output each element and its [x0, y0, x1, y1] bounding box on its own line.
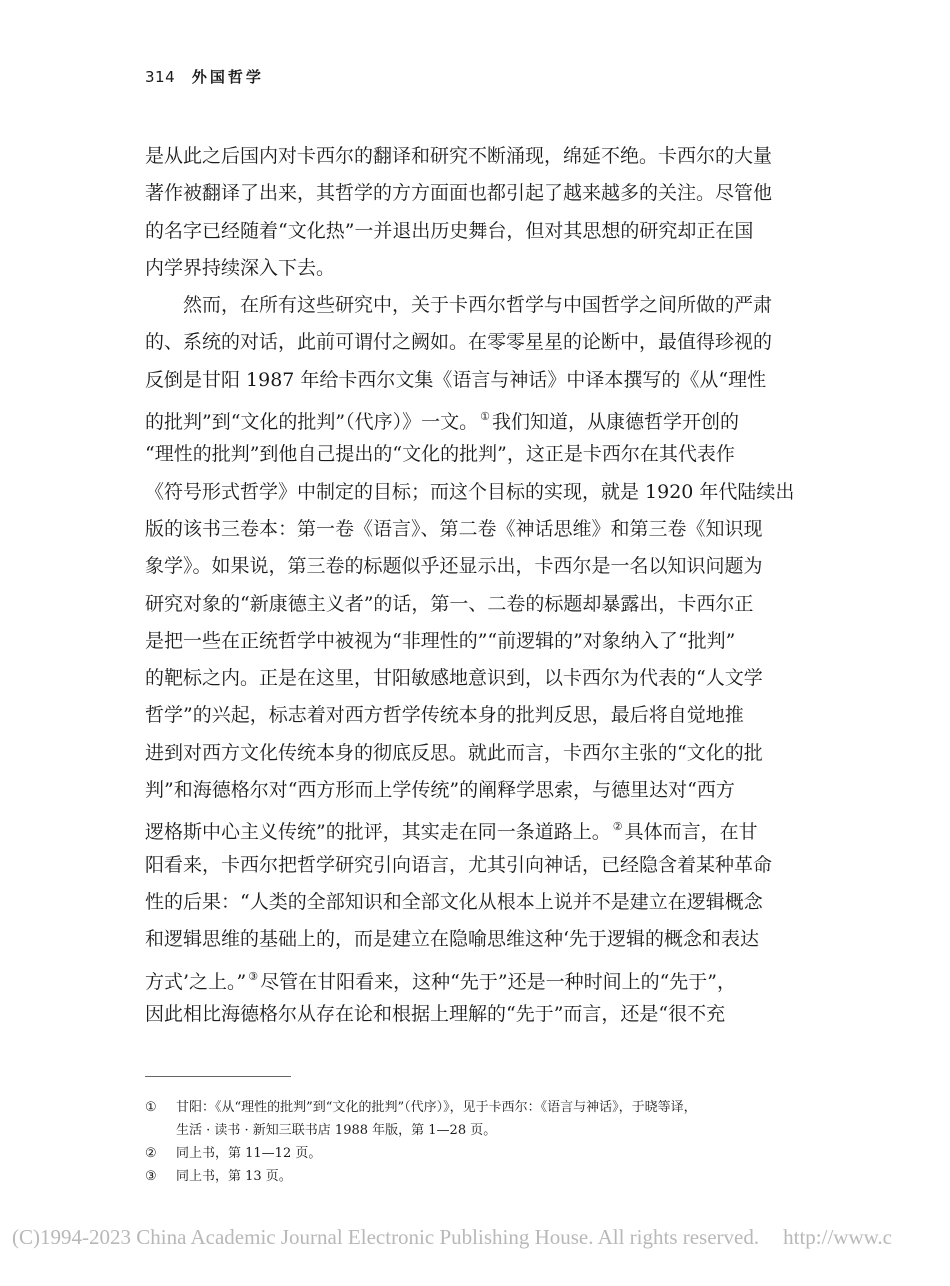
text-segment: 象学》。如果说，第三卷的标题似乎还显示出，卡西尔是一名以知识问题为 [145, 555, 763, 578]
text-line [145, 812, 810, 849]
text-line [145, 439, 810, 476]
text-line [145, 141, 810, 178]
text-segment: “理性的批判”到他自己提出的“文化的批判”，这正是卡西尔在其代表作 [145, 443, 735, 466]
footnote-ref[interactable]: ① [480, 410, 491, 424]
text-segment: 的靶标之内。正是在这里，甘阳敏感地意识到，以卡西尔为代表的“人文学 [145, 667, 763, 690]
copyright-text: (C)1994-2023 China Academic Journal Electronic Publishing House. All rights reserved. [12, 1225, 760, 1249]
text-segment: 性的后果：“人类的全部知识和全部文化从根本上说并不是建立在逻辑概念 [145, 890, 763, 913]
text-segment: 是从此之后国内对卡西尔的翻译和研究不断涌现，绵延不绝。卡西尔的大量 [145, 145, 773, 167]
running-header [145, 66, 264, 87]
text-segment: 因此相比海德格尔从存在论和根据上理解的“先于”而言，还是“很不充 [145, 1002, 726, 1025]
text-line [145, 477, 810, 514]
text-line [145, 402, 810, 439]
footnote-mark: ① [145, 1100, 157, 1115]
footnote-mark: ② [145, 1146, 157, 1161]
footnote-line: 生活 · 读书 · 新知三联书店 1988 年版，第 1—28 页。 [176, 1123, 497, 1138]
footnote [145, 1096, 835, 1142]
text-segment: 反倒是甘阳 1987 年给卡西尔文集《语言与神话》中译本撰写的《从“理性 [145, 368, 767, 391]
text-line [145, 290, 810, 327]
text-line [145, 178, 810, 215]
text-line [145, 589, 810, 626]
text-line [145, 514, 810, 551]
footnote-line: 同上书，第 11—12 页。 [176, 1146, 322, 1161]
text-segment: 尽管在甘阳看来，这种“先于”还是一种时间上的“先于”， [260, 970, 736, 993]
text-line [145, 962, 810, 999]
footnote-line: 同上书，第 13 页。 [176, 1169, 292, 1184]
text-line [145, 663, 810, 700]
body-text [145, 141, 810, 1036]
text-line [145, 253, 810, 290]
text-segment: 判”和海德格尔对“西方形而上学传统”的阐释学思索，与德里达对“西方 [145, 779, 735, 802]
text-segment: 内学界持续深入下去。 [145, 256, 336, 279]
watermark-url: http://www.c [783, 1225, 893, 1249]
text-segment: 方式’之上。” [145, 970, 247, 993]
footnote-line: 甘阳：《从“理性的批判”到“文化的批判”（代序）》，见于卡西尔：《语言与神话》，于晓等译， [176, 1100, 697, 1115]
footnote-text [176, 1165, 835, 1188]
text-segment: 逻格斯中心主义传统”的批评，其实走在同一条道路上。 [145, 821, 611, 844]
footnote-text [176, 1096, 835, 1142]
text-line [145, 626, 810, 663]
footnote-ref[interactable]: ② [612, 820, 623, 834]
text-line [145, 551, 810, 588]
text-line [145, 365, 810, 402]
text-line [145, 775, 810, 812]
text-segment: 和逻辑思维的基础上的，而是建立在隐喻思维这种‘先于逻辑的概念和表达 [145, 928, 760, 951]
footnotes [145, 1096, 835, 1188]
page-number: 314 [145, 68, 176, 86]
footnote-text [176, 1142, 835, 1165]
footnote-mark: ③ [145, 1169, 157, 1184]
text-line [145, 327, 810, 364]
text-segment: 版的该书三卷本：第一卷《语言》、第二卷《神话思维》和第三卷《知识现 [145, 517, 763, 540]
text-line [145, 738, 810, 775]
footnote [145, 1142, 835, 1165]
text-segment: 研究对象的“新康德主义者”的话，第一、二卷的标题却暴露出，卡西尔正 [145, 592, 754, 615]
text-segment: 的名字已经随着“文化热”一并退出历史舞台，但对其思想的研究却正在国 [145, 219, 754, 242]
text-segment: 的、系统的对话，此前可谓付之阙如。在零零星星的论断中，最值得珍视的 [145, 331, 773, 354]
journal-title: 外国哲学 [191, 68, 264, 86]
text-line [145, 850, 810, 887]
text-segment: 我们知道，从康德哲学开创的 [492, 411, 740, 434]
text-line [145, 999, 810, 1036]
text-segment: 具体而言，在甘 [624, 821, 758, 844]
text-line [145, 924, 810, 961]
text-segment: 阳看来，卡西尔把哲学研究引向语言，尤其引向神话，已经隐含着某种革命 [145, 853, 773, 876]
text-segment: 哲学”的兴起，标志着对西方哲学传统本身的批判反思，最后将自觉地推 [145, 704, 744, 727]
footnote-divider [145, 1076, 291, 1077]
text-line [145, 887, 810, 924]
footnote-ref[interactable]: ③ [248, 969, 259, 983]
text-segment: 《符号形式哲学》中制定的目标；而这个目标的实现，就是 1920 年代陆续出 [145, 480, 795, 503]
copyright-watermark [12, 1225, 892, 1250]
text-line [145, 700, 810, 737]
text-segment: 进到对西方文化传统本身的彻底反思。就此而言，卡西尔主张的“文化的批 [145, 741, 763, 764]
text-segment: 是把一些在正统哲学中被视为“非理性的”“前逻辑的”对象纳入了“批判” [145, 629, 736, 652]
text-line [145, 216, 810, 253]
text-segment: 著作被翻译了出来，其哲学的方方面面也都引起了越来越多的关注。尽管他 [145, 182, 773, 205]
text-segment: 然而，在所有这些研究中，关于卡西尔哲学与中国哲学之间所做的严肃 [145, 294, 773, 317]
text-segment: 的批判”到“文化的批判”（代序）》一文。 [145, 411, 479, 434]
footnote [145, 1165, 835, 1188]
